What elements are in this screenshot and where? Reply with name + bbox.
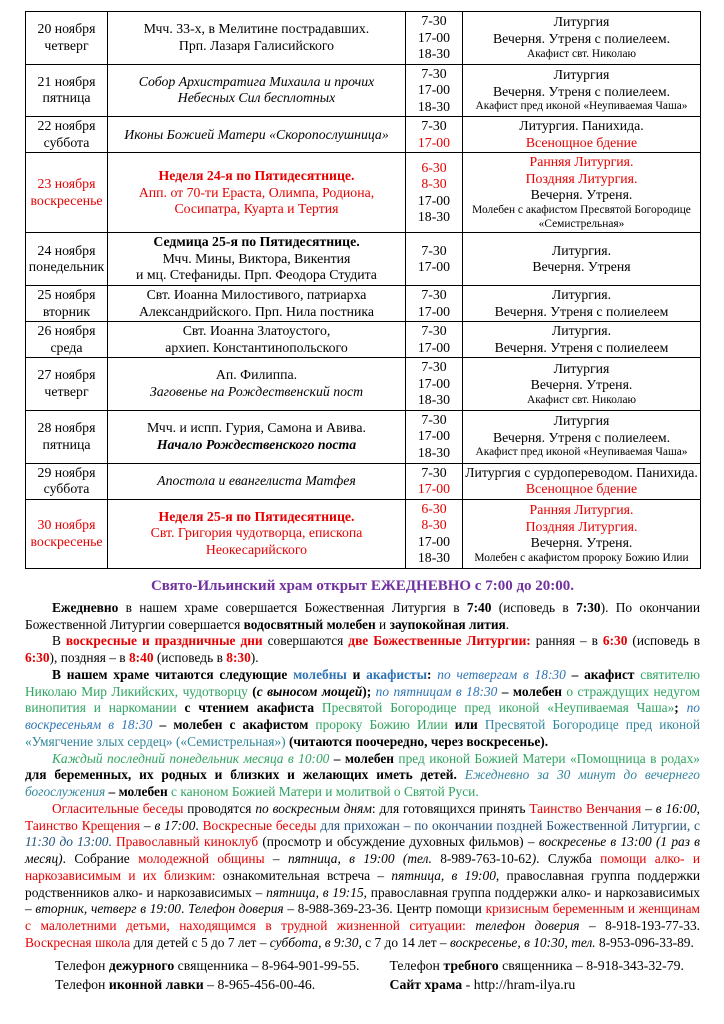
service-line: Литургия. Панихида. bbox=[519, 118, 644, 134]
text-segment: с чтением акафиста bbox=[176, 700, 322, 716]
text-segment: водосвятный молебен bbox=[243, 616, 376, 632]
text-segment: , bbox=[564, 934, 572, 950]
feast-line: Седмица 25-я по Пятидесятнице. bbox=[153, 234, 360, 250]
text-segment-red: Огласительные беседы bbox=[52, 800, 184, 816]
text-segment-navy: 11:30 до 13:00 bbox=[25, 834, 109, 850]
services-cell bbox=[463, 286, 701, 322]
text-segment-red: две Божественные Литургии: bbox=[348, 633, 531, 649]
service-line: Поздняя Литургия. bbox=[525, 518, 638, 534]
date-cell bbox=[26, 12, 108, 65]
text-segment: иконной лавки bbox=[108, 976, 204, 992]
times-cell bbox=[406, 358, 463, 411]
feast-line: Свт. Иоанна Златоустого, bbox=[182, 323, 331, 339]
text-segment-red: 8:40 bbox=[128, 650, 154, 666]
date-cell bbox=[26, 153, 108, 233]
text-segment: – молебен bbox=[329, 750, 399, 766]
text-segment-red: Таинство Крещения bbox=[25, 817, 141, 833]
text-segment: требного bbox=[443, 957, 499, 973]
text-segment: – молебен с акафистом bbox=[152, 717, 316, 733]
schedule-row bbox=[26, 410, 701, 463]
church-info-paragraph bbox=[25, 751, 700, 801]
weekday-label: четверг bbox=[44, 384, 89, 400]
service-time: 7-30 bbox=[421, 464, 447, 480]
date-cell bbox=[26, 410, 108, 463]
feast-description-cell bbox=[108, 117, 406, 153]
date-label: 23 ноября bbox=[37, 176, 96, 192]
text-segment: . bbox=[505, 616, 510, 632]
services-cell bbox=[463, 117, 701, 153]
services-cell bbox=[463, 12, 701, 65]
service-time: 17-00 bbox=[417, 375, 451, 391]
text-segment-green: святителю Николаю Мир Ликийских, чудотворцу bbox=[25, 666, 700, 699]
text-segment: Телефон bbox=[55, 976, 109, 992]
schedule-table bbox=[25, 11, 701, 569]
text-segment-red: воскресные и праздничные дни bbox=[65, 633, 263, 649]
weekday-label: суббота bbox=[43, 134, 90, 150]
service-time: 17-00 bbox=[417, 428, 451, 444]
text-segment: Сайт храма bbox=[389, 976, 463, 992]
text-segment: В bbox=[52, 633, 66, 649]
weekday-label: четверг bbox=[44, 37, 89, 53]
text-segment: священника – 8-964-901-99-55. bbox=[174, 957, 360, 973]
text-segment-red: Воскресная школа bbox=[25, 934, 131, 950]
text-segment: – молебен bbox=[105, 784, 172, 800]
weekday-label: суббота bbox=[43, 481, 90, 497]
service-time: 6-30 bbox=[421, 159, 447, 175]
feast-line: Заговенье на Рождественский пост bbox=[149, 384, 364, 400]
text-segment: В нашем храме читаются следующие bbox=[52, 666, 294, 682]
services-cell bbox=[463, 233, 701, 286]
text-segment: , с 7 до 14 лет – bbox=[358, 934, 450, 950]
date-label: 30 ноября bbox=[37, 517, 96, 533]
text-segment: (исповедь в bbox=[627, 633, 701, 649]
text-segment: пятница, в 19:00 bbox=[391, 867, 496, 883]
service-time: 7-30 bbox=[421, 118, 447, 134]
service-line: Литургия. bbox=[551, 242, 612, 258]
text-segment-red: 6:30 bbox=[25, 650, 50, 666]
feast-line: архиеп. Константинопольского bbox=[165, 339, 348, 355]
date-cell bbox=[26, 463, 108, 499]
text-segment: (исповедь в bbox=[153, 650, 227, 666]
feast-line: Свт. Григория чудотворца, епископа bbox=[150, 525, 363, 541]
feast-line: Свт. Иоанна Милостивого, патриарха bbox=[146, 287, 367, 303]
text-segment: – 8-965-456-00-46. bbox=[203, 976, 316, 992]
feast-line: Мчч. и испп. Гурия, Самона и Авива. bbox=[147, 420, 366, 436]
feast-line: Апостола и евангелиста Матфея bbox=[157, 472, 356, 488]
service-line: Литургия bbox=[553, 413, 610, 429]
text-segment: и bbox=[375, 616, 390, 632]
text-segment: ( bbox=[247, 683, 257, 699]
service-time: 8-30 bbox=[421, 517, 447, 533]
text-segment-blue: акафисты bbox=[366, 666, 428, 682]
feast-description-cell bbox=[108, 233, 406, 286]
service-line: Молебен с акафистом пророку Божию Илии bbox=[474, 551, 689, 564]
text-segment: вторник, четверг в 19:00 bbox=[35, 901, 181, 917]
text-segment: . Собрание bbox=[62, 851, 139, 867]
service-time: 18-30 bbox=[417, 550, 451, 566]
times-cell bbox=[406, 499, 463, 568]
service-time: 18-30 bbox=[417, 392, 451, 408]
text-segment: воскресенье в 13:00 (1 раз в месяц) bbox=[25, 834, 700, 867]
text-segment-navy: для прихожан – по окончании поздней Божественной Литургии, с bbox=[316, 817, 701, 833]
feast-description-cell bbox=[108, 410, 406, 463]
date-label: 25 ноября bbox=[37, 287, 96, 303]
service-line: Акафист свт. Николаю bbox=[526, 47, 637, 60]
feast-line: Собор Архистратига Михаила и прочих bbox=[138, 73, 375, 89]
text-segment: Телефон доверия bbox=[188, 901, 284, 917]
date-label: 26 ноября bbox=[37, 323, 96, 339]
text-segment: , православная группа поддержки родственников алко- и наркозависимых – bbox=[25, 867, 701, 900]
text-segment: – 8-988-369-23-36. Центр помощи bbox=[283, 901, 486, 917]
text-segment: воскресенье, в 10:30 bbox=[449, 934, 565, 950]
service-line: Вечерня. Утреня с полиелеем bbox=[494, 303, 669, 319]
text-segment-blue: по пятницам в 18:30 bbox=[375, 683, 498, 699]
text-segment: 7:30 bbox=[576, 599, 601, 615]
service-line: Всенощное бдение bbox=[525, 481, 638, 497]
text-segment: с выносом мощей bbox=[256, 683, 363, 699]
date-cell bbox=[26, 64, 108, 117]
service-time: 17-00 bbox=[417, 303, 451, 319]
service-line: Вечерня. Утреня с полиелеем. bbox=[492, 429, 671, 445]
schedule-row bbox=[26, 322, 701, 358]
text-segment: ), поздняя – в bbox=[49, 650, 129, 666]
text-segment: : bbox=[427, 666, 438, 682]
schedule-row bbox=[26, 358, 701, 411]
service-time: 17-00 bbox=[417, 339, 451, 355]
text-segment: (исповедь в bbox=[491, 599, 577, 615]
feast-line: и мц. Стефаниды. Прп. Феодора Студита bbox=[136, 267, 377, 283]
text-segment: 7:40 bbox=[466, 599, 492, 615]
text-segment: – акафист bbox=[565, 666, 641, 682]
text-segment: 8-989-763-10-62 bbox=[431, 851, 532, 867]
text-segment: для детей с 5 до 7 лет – bbox=[130, 934, 270, 950]
feast-line: Ап. Филиппа. bbox=[215, 367, 298, 383]
site-link bbox=[390, 977, 701, 993]
text-segment: и bbox=[346, 666, 367, 682]
text-segment bbox=[466, 918, 476, 933]
service-line: Вечерня. Утреня. bbox=[530, 377, 633, 393]
church-info-paragraphs bbox=[25, 600, 700, 952]
text-segment: или bbox=[447, 717, 485, 733]
service-time: 6-30 bbox=[421, 500, 447, 516]
services-cell bbox=[463, 463, 701, 499]
service-time: 7-30 bbox=[421, 242, 447, 258]
times-cell bbox=[406, 463, 463, 499]
schedule-row bbox=[26, 463, 701, 499]
church-info-paragraph bbox=[25, 801, 700, 952]
weekday-label: вторник bbox=[42, 303, 91, 319]
text-segment: для беременных, их родных и близких и желающих иметь детей. bbox=[25, 767, 465, 783]
feast-description-cell bbox=[108, 463, 406, 499]
text-segment-green: Пресвятой Богородице пред иконой «Неупиваемая Чаша» bbox=[321, 700, 675, 716]
text-segment: телефон доверия bbox=[475, 918, 580, 934]
service-time: 7-30 bbox=[421, 13, 447, 28]
text-segment: священника – 8-918-343-32-79. bbox=[498, 957, 684, 973]
footer-contacts bbox=[25, 958, 700, 993]
service-line: Акафист свт. Николаю bbox=[526, 393, 637, 406]
schedule-row bbox=[26, 499, 701, 568]
service-time: 17-00 bbox=[417, 134, 451, 150]
service-time: 18-30 bbox=[417, 46, 451, 62]
schedule-row bbox=[26, 117, 701, 153]
service-line: Поздняя Литургия. bbox=[525, 170, 638, 186]
service-line: Всенощное бдение bbox=[525, 134, 638, 150]
service-time: 18-30 bbox=[417, 209, 451, 225]
feast-description-cell bbox=[108, 322, 406, 358]
text-segment-green: о страждущих недугом винопития и наркомании bbox=[25, 683, 700, 716]
date-label: 28 ноября bbox=[37, 420, 96, 436]
feast-line: Начало Рождественского поста bbox=[156, 436, 357, 452]
text-segment-navy: . bbox=[108, 834, 117, 850]
schedule-row bbox=[26, 233, 701, 286]
service-line: Вечерня. Утреня с полиелеем bbox=[494, 339, 669, 355]
service-time: 8-30 bbox=[421, 176, 447, 192]
text-segment: – молебен bbox=[497, 683, 567, 699]
text-segment: дежурного bbox=[108, 957, 175, 973]
church-info-paragraph bbox=[25, 667, 700, 751]
times-cell bbox=[406, 410, 463, 463]
text-segment: ранняя – в bbox=[530, 633, 603, 649]
text-segment: Ежедневно bbox=[52, 599, 119, 615]
text-segment: – bbox=[140, 817, 155, 833]
service-time: 18-30 bbox=[417, 98, 451, 114]
date-label: 27 ноября bbox=[37, 367, 96, 383]
times-cell bbox=[406, 286, 463, 322]
feast-description-cell bbox=[108, 286, 406, 322]
open-hours-line: Свято-Ильинский храм открыт ЕЖЕДНЕВНО с 7:00 до 20:00. bbox=[150, 577, 575, 594]
text-segment-blue: молебны bbox=[293, 666, 347, 682]
text-segment: – 8-918-193-77-33. bbox=[579, 918, 700, 934]
text-segment: в 17:00 bbox=[154, 817, 196, 833]
feast-line: Мчч. Мины, Виктора, Викентия bbox=[162, 250, 351, 266]
text-segment: ) bbox=[531, 851, 537, 867]
text-segment-green: пророку Божию Илии bbox=[315, 717, 448, 733]
text-segment: - http://hram-ilya.ru bbox=[462, 976, 576, 992]
schedule-row bbox=[26, 286, 701, 322]
service-line: Акафист пред иконой «Неупиваемая Чаша» bbox=[475, 446, 688, 459]
text-segment: ). bbox=[250, 650, 259, 666]
service-line: Акафист пред иконой «Неупиваемая Чаша» bbox=[475, 100, 688, 113]
feast-line: Неокесарийского bbox=[205, 541, 308, 557]
service-line: Вечерня. Утреня. bbox=[530, 187, 633, 203]
text-segment: проводятся bbox=[183, 800, 256, 816]
text-segment-blue: по четвергам в 18:30 bbox=[437, 666, 566, 682]
text-segment: заупокойная лития bbox=[389, 616, 506, 632]
service-time: 17-00 bbox=[417, 29, 451, 45]
text-segment-red: Православный киноклуб bbox=[116, 834, 259, 850]
date-label: 20 ноября bbox=[37, 21, 96, 37]
weekday-label: понедельник bbox=[28, 259, 105, 275]
feast-line: Небесных Сил бесплотных bbox=[177, 90, 336, 106]
times-cell bbox=[406, 233, 463, 286]
text-segment-red: 6:30 bbox=[602, 633, 628, 649]
text-segment: (просмотр и обсуждение духовных фильмов) – bbox=[258, 834, 539, 850]
text-segment-green: Каждый последний понедельник месяца в 10:00 bbox=[52, 750, 330, 766]
date-cell bbox=[26, 286, 108, 322]
service-line: Ранняя Литургия. bbox=[529, 154, 634, 170]
text-segment: ознакомительная встреча – bbox=[215, 867, 392, 883]
phone-treb-priest bbox=[390, 958, 701, 974]
text-segment-red: 8:30 bbox=[226, 650, 251, 666]
feast-line: Неделя 24-я по Пятидесятнице. bbox=[158, 168, 355, 184]
service-time: 17-00 bbox=[417, 82, 451, 98]
service-time: 17-00 bbox=[417, 533, 451, 549]
service-line: Литургия bbox=[553, 67, 610, 83]
text-segment: суббота, в 9:30 bbox=[269, 934, 359, 950]
feast-description-cell bbox=[108, 12, 406, 65]
service-line: Вечерня. Утреня. bbox=[530, 535, 633, 551]
text-segment-blue: по воскресеньям в 18:30 bbox=[25, 700, 700, 733]
service-line: Литургия. bbox=[551, 287, 612, 303]
feast-description-cell bbox=[108, 64, 406, 117]
date-label: 29 ноября bbox=[37, 464, 96, 480]
text-segment: пятница, в 19:15 bbox=[266, 884, 364, 900]
services-cell bbox=[463, 153, 701, 233]
service-line: Литургия. bbox=[551, 323, 612, 339]
times-cell bbox=[406, 12, 463, 65]
service-line: Литургия bbox=[553, 14, 610, 30]
text-segment-red: помощи алко- и наркозависимым и их близким: bbox=[25, 851, 701, 883]
text-segment: 8-953-096-33-89. bbox=[595, 934, 694, 950]
text-segment: Телефон bbox=[389, 957, 444, 973]
service-time: 7-30 bbox=[421, 287, 447, 303]
times-cell bbox=[406, 153, 463, 233]
service-line: Вечерня. Утреня с полиелеем. bbox=[492, 30, 671, 46]
service-time: 7-30 bbox=[421, 411, 447, 427]
text-segment: . bbox=[195, 817, 203, 833]
feast-line: Прп. Лазаря Галисийского bbox=[178, 37, 335, 53]
feast-line: Апп. от 70-ти Ераста, Олимпа, Родиона, bbox=[138, 184, 375, 200]
service-time: 18-30 bbox=[417, 444, 451, 460]
service-line: Ранняя Литургия. bbox=[529, 502, 634, 518]
services-cell bbox=[463, 64, 701, 117]
phone-icon-shop bbox=[25, 977, 390, 993]
church-info-paragraph bbox=[25, 633, 700, 667]
feast-line: Александрийского. Прп. Нила постника bbox=[138, 303, 375, 319]
text-segment: ). По окончании Божественной Литургии совершается bbox=[25, 599, 700, 632]
feast-line: Иконы Божией Матери «Скоропослушница» bbox=[124, 126, 389, 142]
text-segment-red: молодежной общины bbox=[138, 851, 265, 867]
services-cell bbox=[463, 410, 701, 463]
times-cell bbox=[406, 117, 463, 153]
schedule-row bbox=[26, 153, 701, 233]
text-segment: , православная группа поддержки алко- и наркозависимых – bbox=[25, 884, 700, 917]
schedule-body bbox=[26, 12, 701, 569]
text-segment: : для готовящихся принять bbox=[371, 800, 530, 816]
times-cell bbox=[406, 64, 463, 117]
text-segment-red: кризисным беременным и женщинам с малолетними детьми, находящимся в трудной жизненной ситуации: bbox=[25, 901, 700, 934]
service-time: 7-30 bbox=[421, 359, 447, 375]
text-segment: ); bbox=[362, 683, 376, 699]
church-info-paragraph bbox=[25, 600, 700, 634]
services-cell bbox=[463, 322, 701, 358]
service-line: Вечерня. Утреня с полиелеем. bbox=[492, 83, 671, 99]
text-segment: (читаются поочередно, через воскресенье). bbox=[285, 733, 549, 749]
times-cell bbox=[406, 322, 463, 358]
text-segment: Телефон bbox=[55, 957, 109, 973]
weekday-label: пятница bbox=[42, 90, 91, 106]
service-time: 17-00 bbox=[417, 481, 451, 497]
text-segment-red: Воскресные беседы bbox=[202, 817, 317, 833]
text-segment: в нашем храме совершается Божественная Литургия в bbox=[118, 599, 467, 615]
text-segment: по воскресным дням bbox=[255, 800, 372, 816]
feast-line: Мчч. 33-х, в Мелитине пострадавших. bbox=[143, 21, 370, 37]
service-time: 7-30 bbox=[421, 65, 447, 81]
text-segment: . Служба bbox=[536, 851, 601, 867]
weekday-label: пятница bbox=[42, 436, 91, 452]
feast-description-cell bbox=[108, 499, 406, 568]
service-line: Литургия с сурдопереводом. Панихида. bbox=[465, 464, 698, 480]
date-cell bbox=[26, 358, 108, 411]
text-segment: совершаются bbox=[262, 633, 349, 649]
date-label: 24 ноября bbox=[37, 242, 96, 258]
date-cell bbox=[26, 322, 108, 358]
text-segment-red: Таинство Венчания bbox=[529, 800, 642, 816]
service-time: 17-00 bbox=[417, 259, 451, 275]
text-segment: – bbox=[264, 851, 288, 867]
service-line: Молебен с акафистом Пресвятой Богородице «Семистрельная» bbox=[472, 204, 691, 230]
weekday-label: воскресенье bbox=[30, 533, 103, 549]
date-label: 22 ноября bbox=[37, 118, 96, 134]
weekday-label: среда bbox=[50, 339, 83, 355]
feast-description-cell bbox=[108, 153, 406, 233]
feast-description-cell bbox=[108, 358, 406, 411]
phone-duty-priest bbox=[25, 958, 390, 974]
text-segment: ; bbox=[674, 700, 687, 716]
services-cell bbox=[463, 499, 701, 568]
service-line: Литургия bbox=[553, 360, 610, 376]
text-segment-teal: Ежедневно за 30 минут до вечернего богослужения bbox=[25, 767, 700, 800]
text-segment: тел. bbox=[571, 934, 596, 950]
text-segment: , bbox=[696, 800, 701, 816]
text-segment-teal: Пресвятой Богородице пред иконой «Умягчение злых сердец» («Семистрельная») bbox=[25, 717, 701, 749]
schedule-row bbox=[26, 12, 701, 65]
feast-line: Неделя 25-я по Пятидесятнице. bbox=[158, 508, 355, 524]
date-label: 21 ноября bbox=[37, 73, 96, 89]
text-segment-green: пред иконой Божией Матери «Помощница в родах» bbox=[398, 750, 700, 766]
text-segment: пятница, в 19:00 (тел. bbox=[287, 851, 432, 867]
date-cell bbox=[26, 233, 108, 286]
service-line: Вечерня. Утреня bbox=[532, 259, 631, 275]
text-segment: в 16:00 bbox=[655, 800, 697, 816]
schedule-row bbox=[26, 64, 701, 117]
text-segment: – bbox=[641, 800, 656, 816]
feast-line: Сосипатра, Куарта и Тертия bbox=[174, 201, 339, 217]
date-cell bbox=[26, 117, 108, 153]
services-cell bbox=[463, 358, 701, 411]
service-time: 17-00 bbox=[417, 192, 451, 208]
weekday-label: воскресенье bbox=[30, 192, 103, 208]
text-segment: . bbox=[180, 901, 189, 917]
service-time: 7-30 bbox=[421, 323, 447, 339]
text-segment-green: с каноном Божией Матери и молитвой о Святой Руси. bbox=[171, 784, 479, 800]
date-cell bbox=[26, 499, 108, 568]
